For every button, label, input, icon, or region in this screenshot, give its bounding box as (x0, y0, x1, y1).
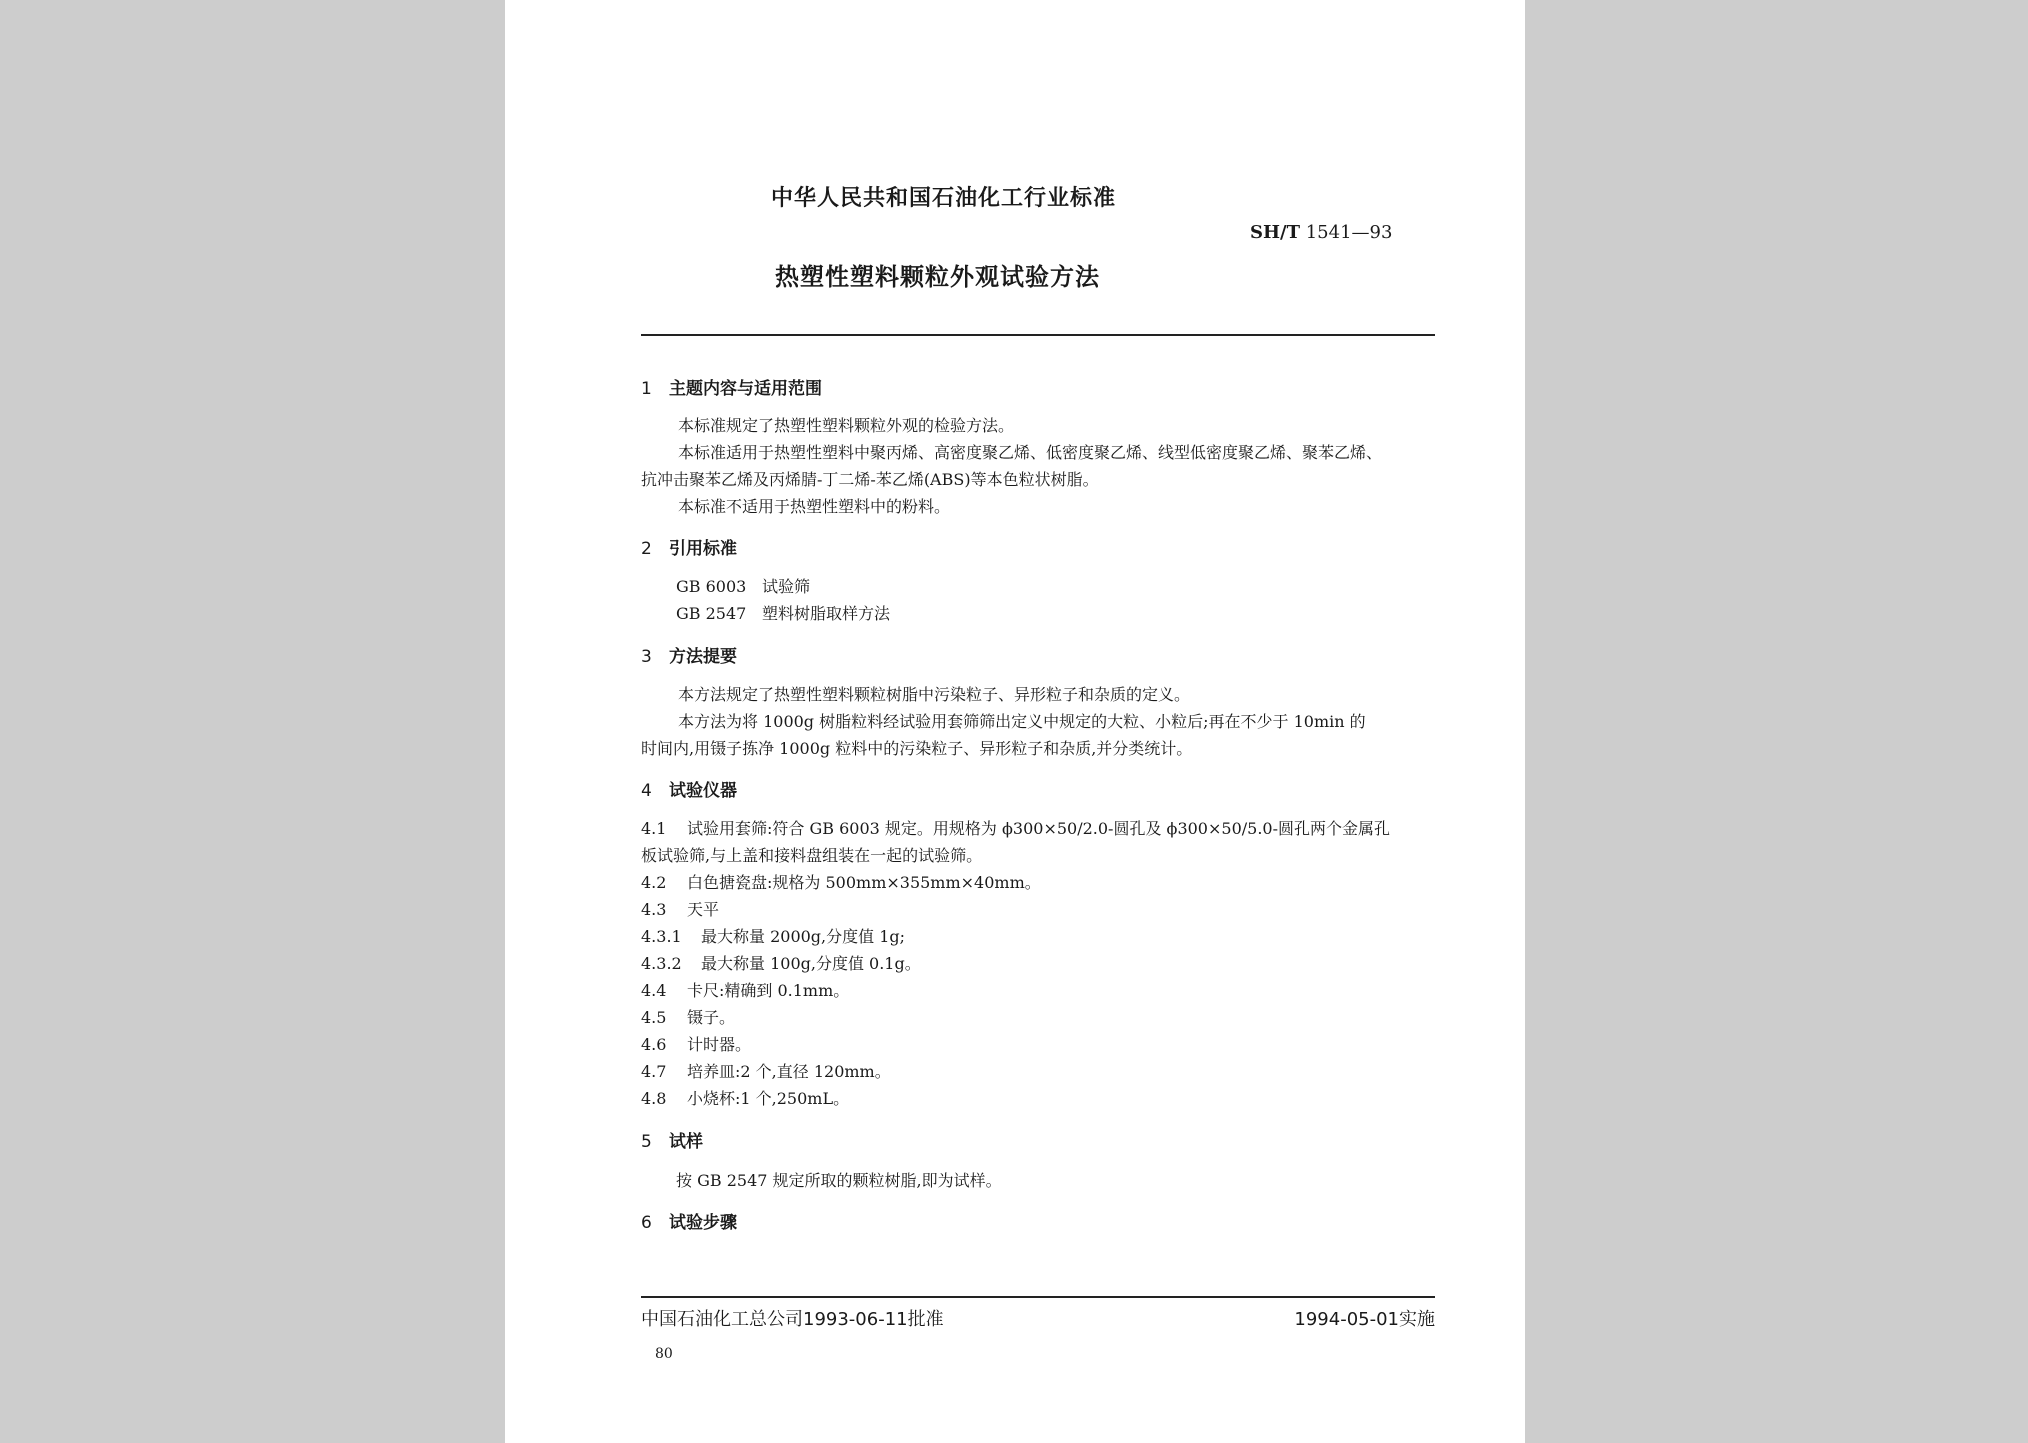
clause-4-4 (641, 978, 849, 1001)
clause-text: 最大称量 2000g,分度值 1g; (701, 927, 906, 946)
clause-4-2 (641, 870, 1041, 893)
approval-statement: 中国石油化工总公司1993-06-11批准 (641, 1309, 944, 1330)
clause-number: 4.7 (641, 1062, 667, 1081)
section-4-heading (641, 776, 737, 801)
clause-4-5 (641, 1005, 735, 1028)
clause-number: 4.6 (641, 1035, 667, 1054)
paragraph-continuation: 抗冲击聚苯乙烯及丙烯腈-丁二烯-苯乙烯(ABS)等本色粒状树脂。 (641, 470, 1099, 489)
paragraph: 本标准适用于热塑性塑料中聚丙烯、高密度聚乙烯、低密度聚乙烯、线型低密度聚乙烯、聚苯乙烯、 (678, 443, 1383, 462)
document-title: 热塑性塑料颗粒外观试验方法 (775, 263, 1100, 291)
clause-text: 小烧杯:1 个,250mL。 (687, 1089, 850, 1108)
standard-code-number: 1541—93 (1305, 222, 1393, 243)
clause-number: 4.2 (641, 873, 667, 892)
section-title: 试验步骤 (669, 1213, 737, 1233)
section-3-heading (641, 642, 737, 667)
clause-text: 天平 (687, 900, 720, 919)
clause-continuation: 板试验筛,与上盖和接料盘组装在一起的试验筛。 (641, 846, 983, 865)
clause-text: 白色搪瓷盘:规格为 500mm×355mm×40mm。 (687, 873, 1041, 892)
reference-name: 塑料树脂取样方法 (762, 604, 891, 623)
clause-4-1 (641, 816, 1390, 839)
section-number: 1 (641, 379, 652, 399)
clause-4-7 (641, 1059, 891, 1082)
reference-item (676, 574, 810, 597)
section-2-heading (641, 534, 737, 559)
section-number: 2 (641, 539, 652, 559)
page-number: 80 (655, 1346, 673, 1362)
clause-4-6 (641, 1032, 751, 1055)
document-page (505, 0, 1525, 1443)
paragraph: 本方法规定了热塑性塑料颗粒树脂中污染粒子、异形粒子和杂质的定义。 (678, 685, 1191, 704)
section-title: 引用标准 (669, 539, 737, 559)
clause-4-3 (641, 897, 719, 920)
clause-text: 试验用套筛:符合 GB 6003 规定。用规格为 ϕ300×50/2.0-圆孔及 ϕ300×50/5.0-圆孔两个金属孔 (687, 819, 1390, 838)
clause-4-3-2 (641, 951, 921, 974)
paragraph: 本标准不适用于热塑性塑料中的粉料。 (678, 497, 951, 516)
clause-number: 4.4 (641, 981, 667, 1000)
reference-code: GB 6003 (676, 577, 747, 596)
clause-text: 培养皿:2 个,直径 120mm。 (687, 1062, 891, 1081)
section-number: 5 (641, 1132, 652, 1152)
section-1-heading (641, 374, 822, 399)
paragraph: 本方法为将 1000g 树脂粒料经试验用套筛筛出定义中规定的大粒、小粒后;再在不少于 10min 的 (678, 712, 1366, 731)
paragraph: 本标准规定了热塑性塑料颗粒外观的检验方法。 (678, 416, 1015, 435)
section-title: 试样 (669, 1132, 703, 1152)
standard-code-prefix: SH/T (1250, 222, 1300, 243)
clause-number: 4.3.2 (641, 954, 682, 973)
clause-text: 计时器。 (687, 1035, 752, 1054)
clause-text: 最大称量 100g,分度值 0.1g。 (701, 954, 921, 973)
section-number: 3 (641, 647, 652, 667)
section-5-heading (641, 1127, 703, 1152)
reference-name: 试验筛 (762, 577, 811, 596)
section-title: 方法提要 (669, 647, 737, 667)
section-number: 6 (641, 1213, 652, 1233)
clause-number: 4.5 (641, 1008, 667, 1027)
clause-text: 镊子。 (687, 1008, 736, 1027)
section-title: 试验仪器 (669, 781, 737, 801)
effective-date: 1994-05-01实施 (1294, 1309, 1435, 1330)
clause-4-3-1 (641, 924, 905, 947)
paragraph-continuation: 时间内,用镊子拣净 1000g 粒料中的污染粒子、异形粒子和杂质,并分类统计。 (641, 739, 1193, 758)
section-6-heading (641, 1208, 737, 1233)
clause-number: 4.8 (641, 1089, 667, 1108)
clause-number: 4.3.1 (641, 927, 682, 946)
section-number: 4 (641, 781, 652, 801)
clause-text: 卡尺:精确到 0.1mm。 (687, 981, 850, 1000)
clause-number: 4.1 (641, 819, 667, 838)
header-divider (641, 334, 1435, 336)
footer-divider (641, 1296, 1435, 1298)
issuing-organization: 中华人民共和国石油化工行业标准 (771, 186, 1117, 211)
clause-4-8 (641, 1086, 849, 1109)
paragraph: 按 GB 2547 规定所取的颗粒树脂,即为试样。 (676, 1171, 1002, 1190)
section-title: 主题内容与适用范围 (669, 379, 822, 399)
reference-code: GB 2547 (676, 604, 747, 623)
reference-item (676, 601, 890, 624)
standard-code (1250, 222, 1392, 243)
clause-number: 4.3 (641, 900, 667, 919)
